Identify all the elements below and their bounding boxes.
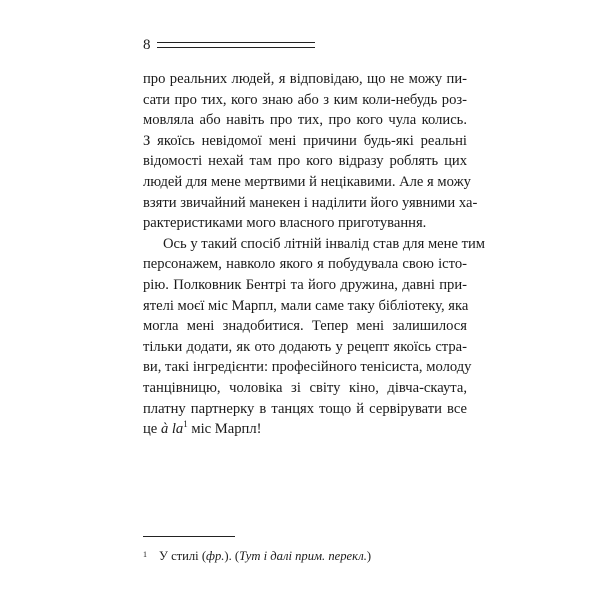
page-number: 8 — [143, 37, 151, 53]
text-line-last — [143, 419, 467, 440]
paragraph-2 — [143, 234, 486, 440]
text-line: мовляла або навіть про тих, про кого чула колись. — [143, 112, 467, 129]
footnote-text: ) — [366, 549, 372, 563]
text-line: ви, такі інгредієнти: професійного тенісиста, молоду — [143, 359, 472, 376]
footnote-reference: 1 — [183, 419, 188, 430]
text-line: сати про тих, кого знаю або з ким коли-небудь роз- — [143, 91, 467, 108]
footnote-text: ). ( — [224, 549, 240, 563]
header-rule-bottom — [157, 47, 315, 48]
footnote — [143, 548, 473, 564]
footnote-mark: 1 — [143, 550, 147, 559]
text-line: могла мені знадобитися. Тепер мені залишилося — [143, 318, 467, 335]
text-line: про реальних людей, я відповідаю, що не можу пи- — [143, 71, 467, 87]
text-line: рію. Полковник Бентрі та його дружина, давні при- — [143, 276, 467, 293]
footnote-rule — [143, 536, 235, 537]
text-line: взяти звичайний манекен і наділити його уявними ха- — [143, 194, 478, 211]
text-fragment: це — [143, 421, 161, 438]
text-line: Ось у такий спосіб літній інвалід став для мене тим — [163, 235, 486, 252]
footnote-note: Тут і далі прим. перекл. — [239, 549, 367, 563]
text-line: З якоїсь невідомої мені причини будь-які реальні — [143, 132, 467, 149]
text-line: рактеристиками мого власного приготування. — [143, 215, 427, 232]
text-line: танцівницю, чоловіка зі світу кіно, дівча-скаута, — [143, 379, 467, 396]
text-line: персонажем, навколо якого я побудувала свою істо- — [143, 256, 467, 273]
footnote-lang: фр. — [206, 549, 225, 563]
text-line: відомості нехай там про кого відразу роблять цих — [143, 153, 467, 170]
footnote-text: У стилі ( — [159, 549, 207, 563]
text-line: ятелі моєї міс Марпл, мали саме таку бібліотеку, яка — [143, 297, 469, 314]
text-line: людей для мене мертвими й нецікавими. Але я можу — [143, 173, 471, 190]
text-line: тільки додати, як ото додають у рецепт якоїсь стра- — [143, 338, 467, 355]
text-fragment: міс Марпл! — [187, 421, 262, 438]
paragraph-1 — [143, 69, 478, 234]
text-line: платну партнерку в танцях тощо й сервірувати все — [143, 400, 467, 417]
foreign-phrase: à la — [160, 421, 184, 438]
body-text — [143, 69, 486, 440]
header-rule-top — [157, 42, 315, 43]
page-header — [143, 36, 315, 54]
